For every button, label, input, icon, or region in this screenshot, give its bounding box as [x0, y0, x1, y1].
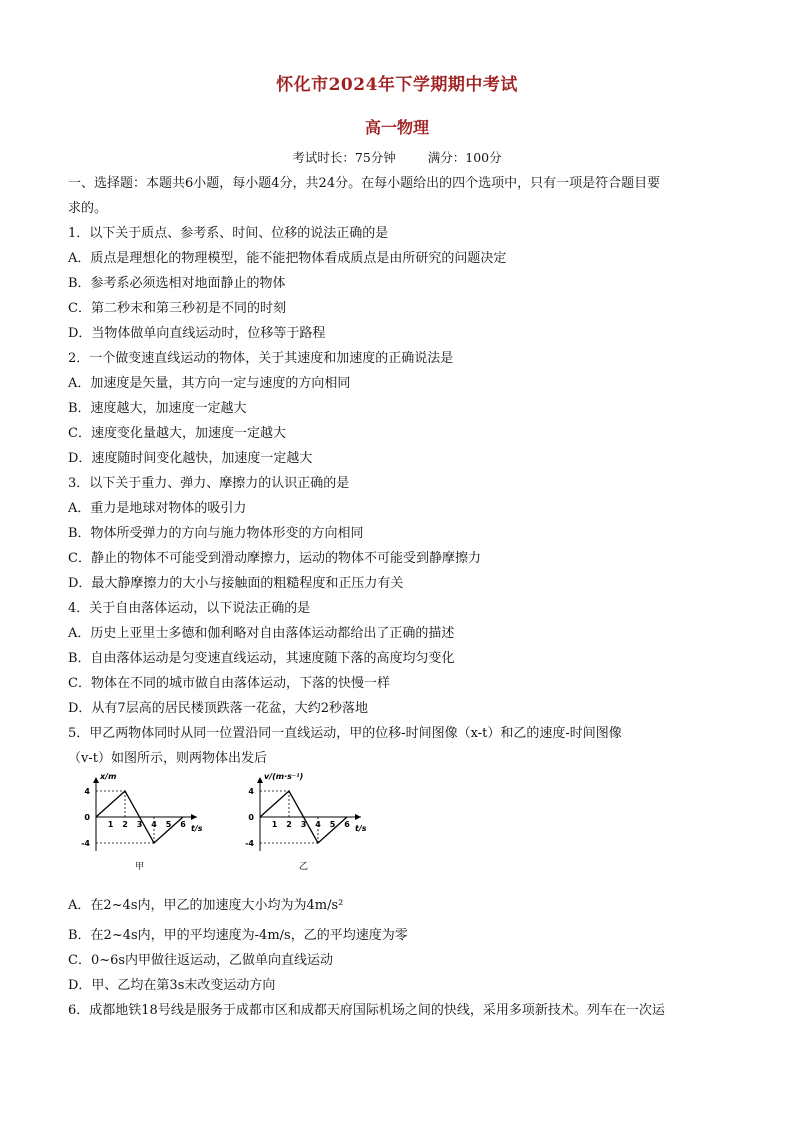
y-axis-arrow — [93, 777, 99, 783]
y-tick-label: 0 — [84, 813, 90, 822]
question-3-option-d: D．最大静摩擦力的大小与接触面的粗糙程度和正压力有关 — [68, 576, 404, 591]
question-5-stem-cont: （v-t）如图所示，则两物体出发后 — [68, 751, 267, 766]
x-tick-label: 2 — [122, 820, 128, 829]
x-tick-label: 1 — [271, 820, 278, 829]
section-heading-cont: 求的。 — [68, 201, 108, 216]
question-1-stem: 1．以下关于质点、参考系、时间、位移的说法正确的是 — [68, 226, 389, 241]
x-tick-label: 5 — [165, 820, 172, 829]
exam-title: 怀化市2024年下学期期中考试 — [276, 75, 518, 95]
y-tick-label: -4 — [245, 839, 254, 848]
question-4-option-a: A．历史上亚里士多德和伽利略对自由落体运动都给出了正确的描述 — [68, 626, 455, 641]
x-tick-label: 6 — [180, 820, 186, 829]
x-axis-label: t/s — [191, 824, 203, 833]
y-tick-label: 4 — [248, 787, 254, 796]
question-2-option-a: A．加速度是矢量，其方向一定与速度的方向相同 — [68, 376, 351, 391]
graph-yi — [238, 771, 388, 893]
xt-graph — [74, 771, 224, 889]
question-body — [68, 171, 728, 1023]
question-5-stem: 5．甲乙两物体同时从同一位置沿同一直线运动，甲的位移-时间图像（x-t）和乙的速度-时间图像 — [68, 726, 622, 741]
question-5-figures — [68, 771, 728, 889]
question-2-stem: 2．一个做变速直线运动的物体，关于其速度和加速度的正确说法是 — [68, 351, 454, 366]
question-2-option-c: C．速度变化量越大，加速度一定越大 — [68, 426, 286, 441]
question-3-option-c: C．静止的物体不可能受到滑动摩擦力，运动的物体不可能受到静摩擦力 — [68, 551, 481, 566]
question-1-option-a: A．质点是理想化的物理模型，能不能把物体看成质点是由所研究的问题决定 — [68, 251, 507, 266]
question-4-option-d: D．从有7层高的居民楼顶跌落一花盆，大约2秒落地 — [68, 701, 368, 716]
x-tick-label: 3 — [300, 820, 307, 829]
vt-graph — [238, 771, 388, 889]
section-heading: 一、选择题：本题共6小题，每小题4分，共24分。在每小题给出的四个选项中，只有一项是符合题目要 — [68, 176, 661, 191]
y-tick-label: -4 — [81, 839, 90, 848]
graph-jia — [74, 771, 224, 893]
y-tick-label: 0 — [248, 813, 254, 822]
graph-caption: 乙 — [298, 862, 309, 872]
x-tick-label: 3 — [136, 820, 143, 829]
question-5-option-b: B．在2~4s内，甲的平均速度为-4m/s，乙的平均速度为零 — [68, 928, 408, 943]
x-tick-label: 1 — [107, 820, 114, 829]
question-5-option-c: C．0~6s内甲做往返运动，乙做单向直线运动 — [68, 953, 334, 968]
x-tick-label: 5 — [329, 820, 336, 829]
x-tick-label: 6 — [344, 820, 350, 829]
x-axis-arrow — [355, 814, 361, 820]
x-tick-label: 4 — [151, 820, 157, 829]
question-2-option-b: B．速度越大，加速度一定越大 — [68, 401, 247, 416]
question-1-option-d: D．当物体做单向直线运动时，位移等于路程 — [68, 326, 326, 341]
question-3-stem: 3．以下关于重力、弹力、摩擦力的认识正确的是 — [68, 476, 350, 491]
question-3-option-a: A．重力是地球对物体的吸引力 — [68, 501, 247, 516]
question-2-option-d: D．速度随时间变化越快，加速度一定越大 — [68, 451, 313, 466]
question-5-option-d: D．甲、乙均在第3s末改变运动方向 — [68, 978, 276, 993]
question-1-option-b: B．参考系必须选相对地面静止的物体 — [68, 276, 286, 291]
y-axis-label: x/m — [100, 772, 117, 781]
exam-subject: 高一物理 — [364, 118, 429, 137]
x-axis-arrow — [191, 814, 197, 820]
exam-score: 满分：100分 — [427, 150, 502, 165]
x-tick-label: 4 — [315, 820, 321, 829]
question-3-option-b: B．物体所受弹力的方向与施力物体形变的方向相同 — [68, 526, 364, 541]
exam-duration: 考试时长：75分钟 — [292, 150, 396, 165]
x-axis-label: t/s — [355, 824, 367, 833]
question-1-option-c: C．第二秒末和第三秒初是不同的时刻 — [68, 301, 286, 316]
question-4-option-c: C．物体在不同的城市做自由落体运动，下落的快慢一样 — [68, 676, 390, 691]
y-axis-label: v/(m·s⁻¹) — [264, 772, 304, 781]
x-tick-label: 2 — [286, 820, 292, 829]
question-6-stem: 6．成都地铁18号线是服务于成都市区和成都天府国际机场之间的快线，采用多项新技术。列车在一次运 — [68, 1003, 665, 1018]
y-tick-label: 4 — [84, 787, 90, 796]
question-4-option-b: B．自由落体运动是匀变速直线运动，其速度随下落的高度均匀变化 — [68, 651, 455, 666]
question-4-stem: 4．关于自由落体运动，以下说法正确的是 — [68, 601, 311, 616]
y-axis-arrow — [257, 777, 263, 783]
exam-meta — [0, 148, 794, 166]
graph-caption: 甲 — [134, 862, 145, 872]
question-5-option-a: A．在2~4s内，甲乙的加速度大小均为为4m/s² — [68, 898, 344, 913]
